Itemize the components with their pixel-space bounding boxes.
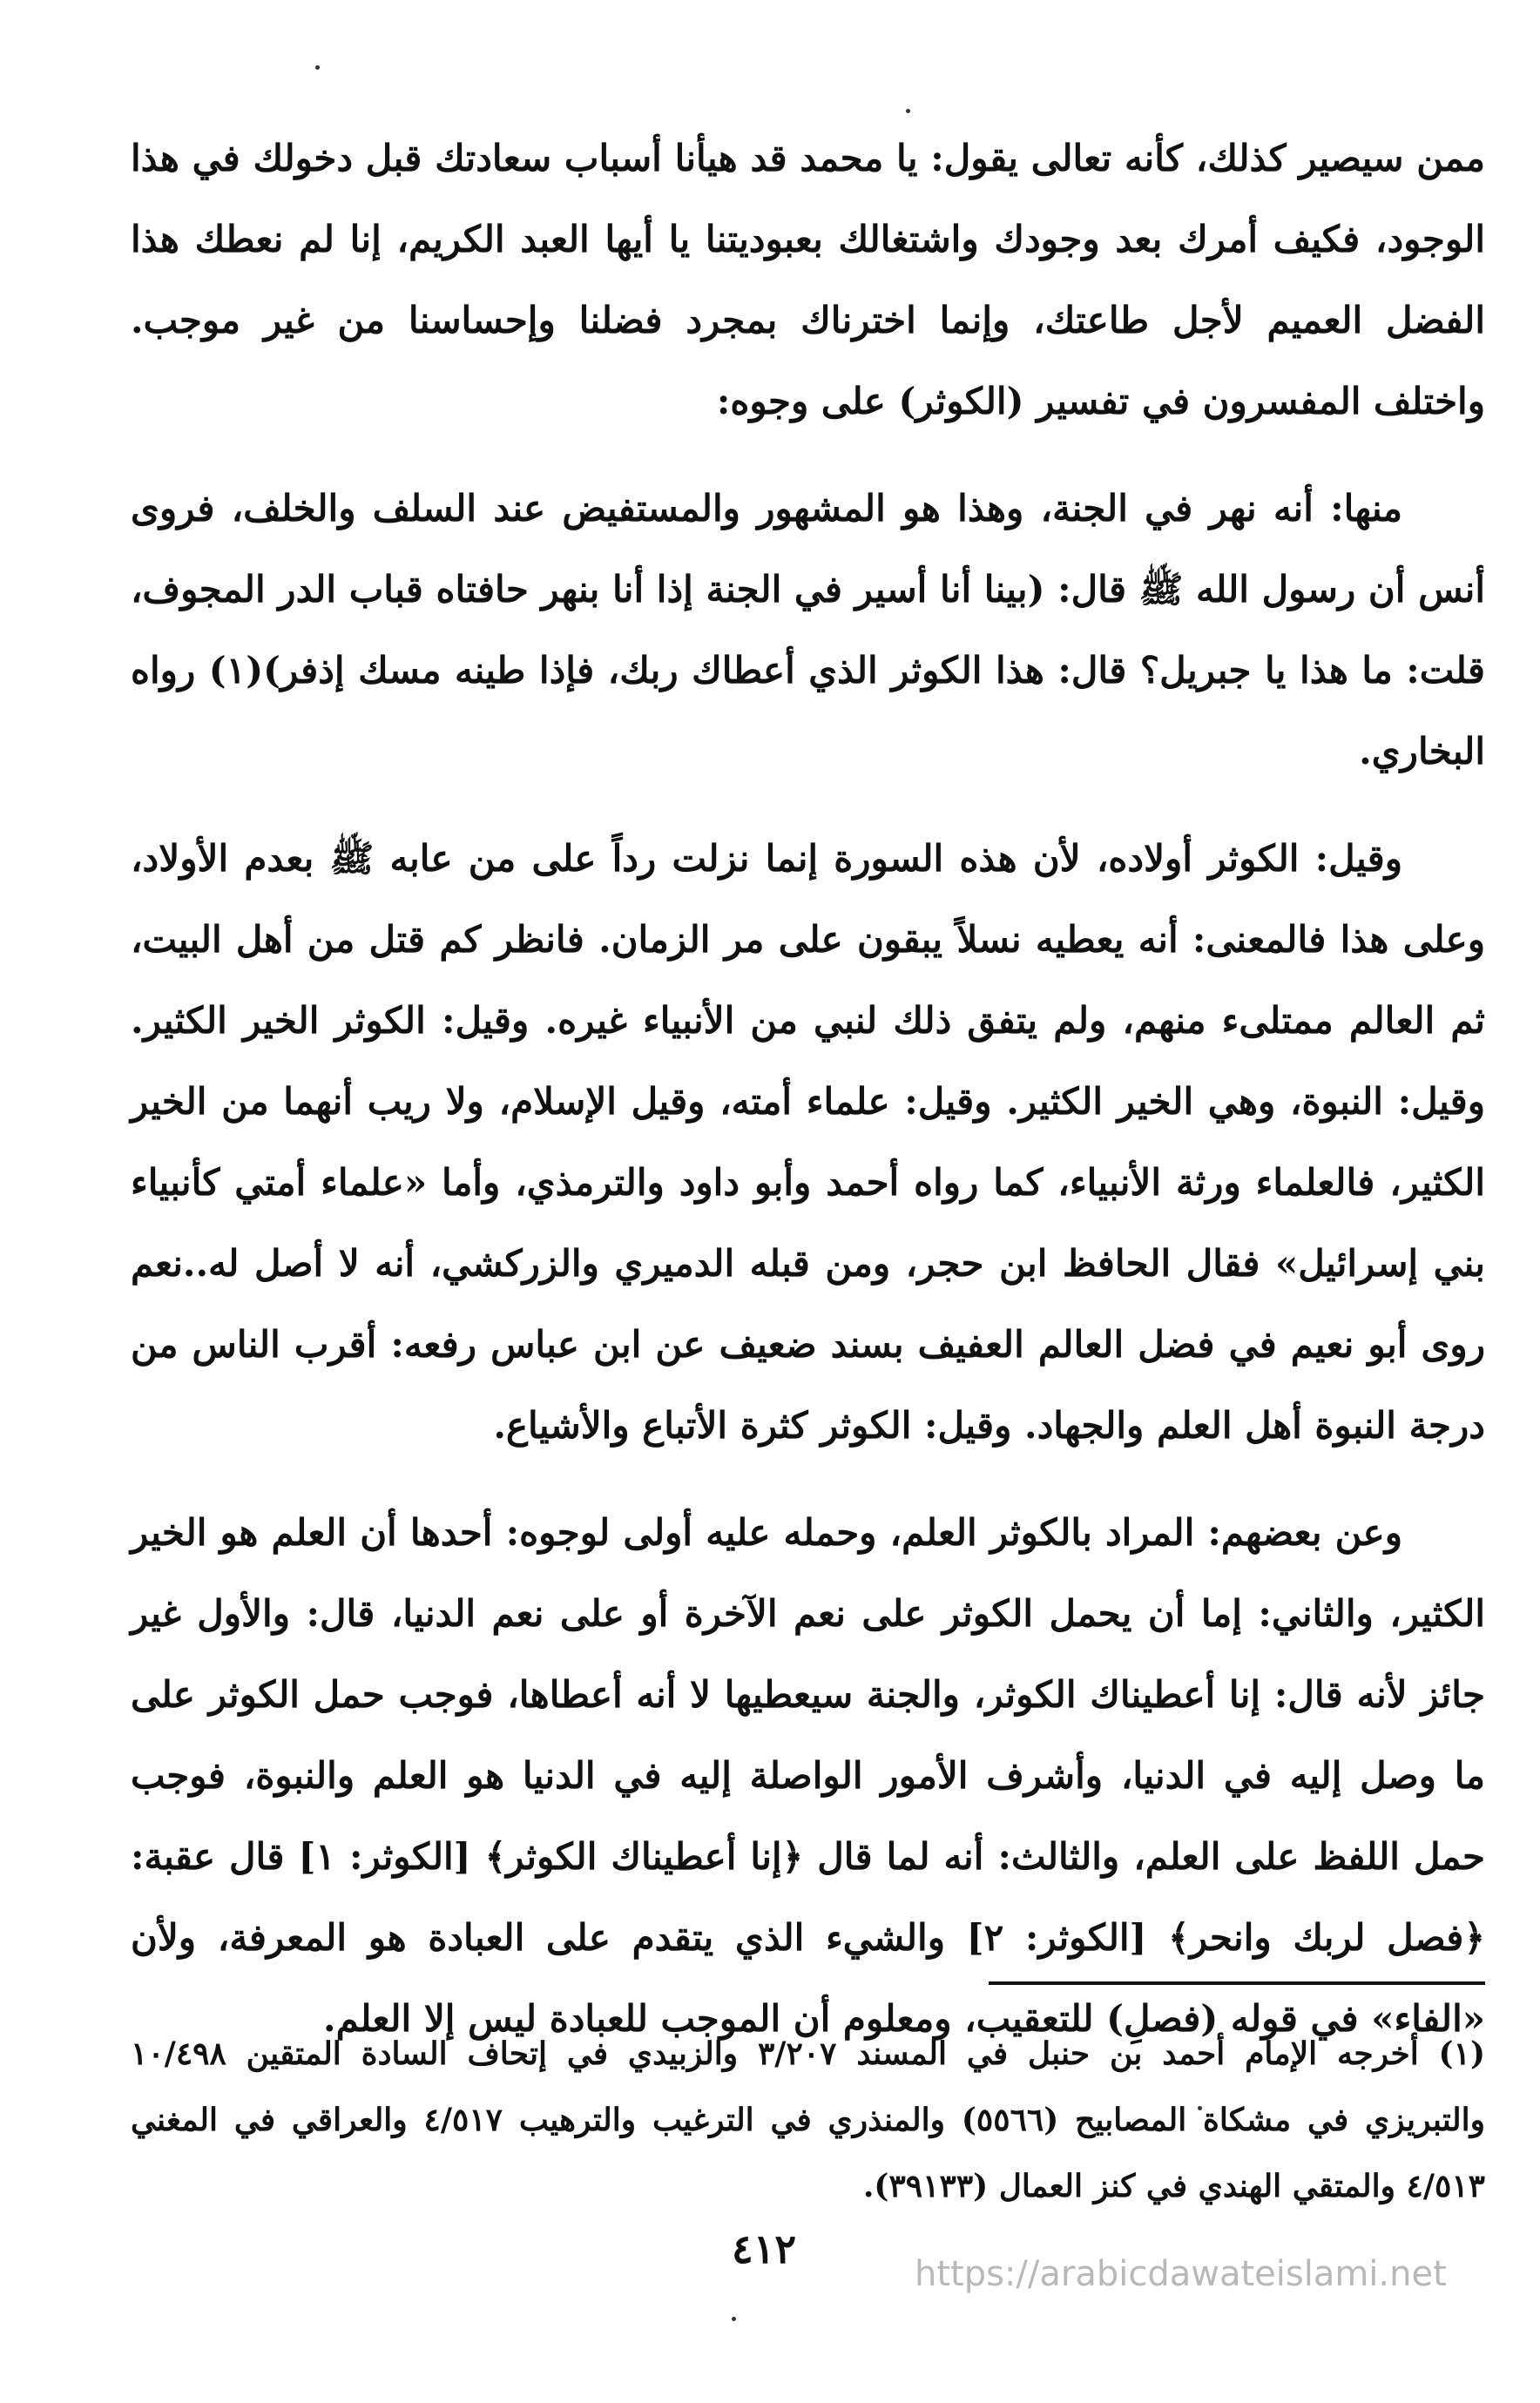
scan-speck <box>315 65 320 70</box>
paragraph-intro: ممن سيصير كذلك، كأنه تعالى يقول: يا محمد قد هيأنا أسباب سعادتك قبل دخولك في هذا الوجود، فكيف أمرك بعد وجودك واشتغالك بعبوديتنا يا أيها العبد الكريم، إنا لم نعطك هذا الفضل العميم لأجل طاعتك، وإنما اخترناك بمجرد فضلنا وإحساسنا من غير موجب. واختلف المفسرون في تفسير (الكوثر) على وجوه: <box>131 137 1485 422</box>
page-body <box>131 118 1485 2085</box>
scan-speck <box>732 2317 736 2321</box>
watermark-url: https://arabicdawateislami.net <box>915 2254 1447 2294</box>
footnote-divider <box>989 1981 1485 1985</box>
paragraph-river: منها: أنه نهر في الجنة، وهذا هو المشهور والمستفيض عند السلف والخلف، فروى أنس أن رسول الله ﷺ قال: (بينا أنا أسير في الجنة إذا أنا بنهر حافتاه قباب الدر المجوف، قلت: ما هذا يا جبريل؟ قال: هذا الكوثر الذي أعطاك ربك، فإذا طينه مسك إذفر)(١) رواه البخاري. <box>131 487 1485 773</box>
footnote: (١) أخرجه الإمام أحمد بن حنبل في المسند ٣/٢٠٧ والزبيدي في إتحاف السادة المتقين ١٠/٤٩٨ والتبريزي في مشكاة المصابيح (٥٥٦٦) والمنذري في الترغيب والترهيب ٤/٥١٧ والعراقي في المغني ٤/٥١٣ والمتقي الهندي في كنز العمال (٣٩١٣٣). <box>131 2035 1486 2204</box>
paragraph-knowledge: وعن بعضهم: المراد بالكوثر العلم، وحمله عليه أولى لوجوه: أحدها أن العلم هو الخير الكثير، والثاني: إما أن يحمل الكوثر على نعم الآخرة أو على نعم الدنيا، قال: والأول غير جائز لأنه قال: إنا أعطيناك الكوثر، والجنة سيعطيها لا أنه أعطاها، فوجب حمل الكوثر على ما وصل إليه في الدنيا، وأشرف الأمور الواصلة إليه في الدنيا هو العلم والنبوة، فوجب حمل اللفظ على العلم، والثالث: أنه لما قال ﴿إنا أعطيناك الكوثر﴾ [الكوثر: ١] قال عقبة: ﴿فصل لربك وانحر﴾ [الكوثر: ٢] والشيء الذي يتقدم على العبادة هو المعرفة، ولأن «الفاء» في قوله (فصلِ) للتعقيب، ومعلوم أن الموجب للعبادة ليس إلا العلم. <box>131 1511 1485 2040</box>
page-number: ٤١٢ <box>732 2225 797 2272</box>
paragraph-offspring: وقيل: الكوثر أولاده، لأن هذه السورة إنما نزلت رداً على من عابه ﷺ بعدم الأولاد، وعلى هذا فالمعنى: أنه يعطيه نسلاً يبقون على مر الزمان. فانظر كم قتل من أهل البيت، ثم العالم ممتلىء منهم، ولم يتفق ذلك لنبي من الأنبياء غيره. وقيل: الكوثر الخير الكثير. وقيل: النبوة، وهي الخير الكثير. وقيل: علماء أمته، وقيل الإسلام، ولا ريب أنهما من الخير الكثير، فالعلماء ورثة الأنبياء، كما رواه أحمد وأبو داود والترمذي، وأما «علماء أمتي كأنبياء بني إسرائيل» فقال الحافظ ابن حجر، ومن قبله الدميري والزركشي، أنه لا أصل له..نعم روى أبو نعيم في فضل العالم العفيف بسند ضعيف عن ابن عباس رفعه: أقرب الناس من درجة النبوة أهل العلم والجهاد. وقيل: الكوثر كثرة الأتباع والأشياع. <box>131 837 1485 1447</box>
scan-speck <box>906 109 910 113</box>
